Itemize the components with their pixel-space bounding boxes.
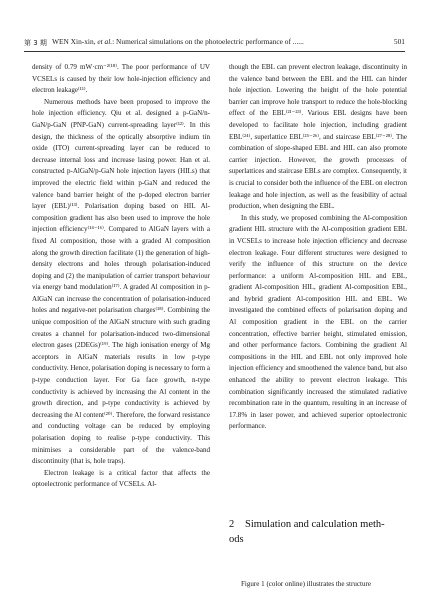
header-title: : Numerical simulations on the photoelectric performance of ...... — [112, 37, 304, 46]
header-rule — [24, 51, 405, 52]
issue-number: 第 3 期 — [24, 39, 47, 47]
page-number: 501 — [393, 37, 405, 46]
left-paragraph-3: Electron leakage is a critical factor that affects the optoelectronic performance of VCSELs. Al- — [32, 468, 210, 489]
section-number: 2 — [229, 519, 235, 530]
section-heading — [229, 517, 409, 547]
header-authors: WEN Xin-xin, — [52, 37, 96, 46]
figure-intro-text: Figure 1 (color online) illustrates the structure — [241, 580, 371, 588]
section-title-line2: ods — [229, 534, 244, 545]
running-title — [52, 37, 304, 46]
left-paragraph-1: density of 0.79 mW·cm⁻²⁽¹⁸⁾. The poor performance of UV VCSELs is caused by their low hole-injection efficiency and electron leakage⁽¹¹⁾. — [32, 63, 210, 95]
header-etal: et al. — [97, 37, 113, 46]
running-header — [24, 36, 405, 50]
right-paragraph-1: though the EBL can prevent electron leakage, discontinuity in the valence band between the EBL and the HIL can hinder hole injection. Lowering the height of the hole potential barrier can improve hole transport to reduce the hole-blocking effect of the EBL⁽²¹⁻²³⁾. Various EBL designs have been developed to facilitate hole injection, including gradient EBL⁽²⁴⁾, superlattice EBL⁽²⁵⁻²⁶⁾, and staircase EBL⁽²⁷⁻²⁸⁾. The combination of slope-shaped EBL and HIL can also promote carrier injection. However, the growth processes of superlattices and staircase EBLs are complex. Consequently, it is crucial to consider both the influence of the EBL on electron leakage and hole injection, as well as the feasibility of actual production, when designing the EBL. — [229, 63, 407, 211]
right-column — [229, 62, 407, 433]
section-title-line1: Simulation and calculation meth- — [245, 519, 385, 530]
left-paragraph-2: Numerous methods have been proposed to improve the hole injection efficiency. Qiu et al. designed a p-GaN/n-GaN/p-GaN (PNP-GaN) current-spreading layer⁽¹²⁾. In this design, the thickness of the optically absorptive indium tin oxide (ITO) current-spreading layer can be reduced to decrease internal loss and increase lasing power. Han et al. constructed p-AlGaN/p-GaN hole injection layers (HILs) that improved the electric field within p-GaN and reduced the valence band barrier height of the p-doped electron barrier layer (EBL)⁽¹³⁾. Polarisation doping based on HIL Al-composition gradient has also been used to improve the hole injection efficiency⁽¹⁴⁻¹⁶⁾. Compared to AlGaN layers with a fixed Al composition, those with a graded Al composition along the growth direction facilitate (1) the generation of high-density electrons and holes through polarisation-induced doping and (2) the manipulation of carrier transport behaviour via energy band modulation⁽¹⁷⁾. A graded Al composition in p-AlGaN can increase the concentration of polarisation-induced holes and negative-net polarisation charges⁽¹⁸⁾. Combining the unique composition of the AlGaN structure with such grading creates a channel for polarisation-induced two-dimensional electron gases (2DEGs)⁽¹⁹⁾. The high ionisation energy of Mg acceptors in AlGaN materials results in low p-type conductivity. Hence, polarisation doping is necessary to form a p-type conduction layer. For Ga face growth, n-type conductivity is achieved by increasing the Al content in the growth direction, and p-type conductivity is achieved by decreasing the Al content⁽²⁰⁾. Therefore, the forward resistance and conducting voltage can be reduced by employing polarisation doping to realise p-type conductivity. This minimises a considerable part of the valence-band discontinuity (that is, hole traps). — [32, 97, 210, 466]
right-paragraph-2: In this study, we proposed combining the Al-composition gradient HIL structure with the Al-composition gradient EBL in VCSELs to increase hole injection efficiency and decrease electron leakage. Four different structures were designed to verify the influence of this structure on the device performance: a uniform Al-composition HIL and EBL, gradient Al-composition HIL, gradient Al-composition EBL, and hybrid gradient Al-composition HIL and EBL. We investigated the combined effects of polarisation doping and Al composition gradient in the EBL on the carrier concentration, effective barrier height, stimulated emission, and other performance factors. Combining the gradient Al compositions in the HIL and EBL not only improved hole injection efficiency and smoothened the valence band, but also enhanced the ability to prevent electron leakage. This combination significantly increased the stimulated radiative recombination rate in the quantum, resulting in an increase of 17.8% in laser power, and achieved superior optoelectronic performance. — [229, 213, 407, 431]
left-column — [32, 62, 210, 491]
